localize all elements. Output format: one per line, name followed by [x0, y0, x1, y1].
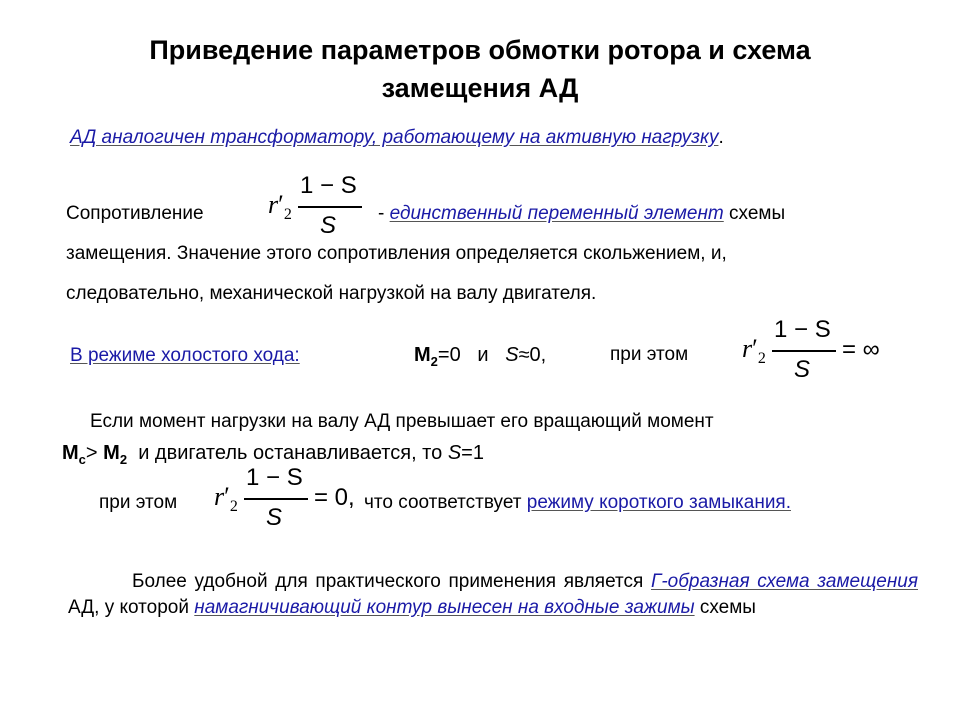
formula-idle-denominator: S — [794, 356, 811, 383]
formula-sc-result: = 0, — [314, 484, 355, 511]
formula-short-circuit — [214, 462, 364, 534]
resistance-line-2: замещения. Значение этого сопротивления определяется скольжением, и, — [66, 243, 727, 264]
formula-numerator: 1 − S — [300, 172, 357, 199]
idle-m: M — [414, 344, 431, 366]
formula-idle-numerator: 1 − S — [774, 316, 831, 343]
stall-line-3: что соответствует режиму короткого замыкания. — [364, 492, 791, 513]
resistance-label: Сопротивление — [66, 203, 204, 224]
formula-load-resistance — [268, 170, 378, 242]
fraction-bar — [298, 206, 362, 208]
page-title-line-1: Приведение параметров обмотки ротора и схема — [149, 35, 811, 65]
resistance-line-1 — [378, 202, 785, 226]
formula-idle-result: = ∞ — [842, 336, 880, 363]
intro-link[interactable]: АД аналогичен трансформатору, работающему на активную нагрузку — [70, 127, 719, 148]
resistance-rest: схемы — [729, 203, 786, 224]
magnetizing-circuit-link[interactable]: намагничивающий контур вынесен на входные зажимы — [194, 597, 695, 618]
formula-denominator: S — [320, 212, 337, 239]
formula-idle — [742, 314, 892, 386]
idle-conditions: $M_2=0$ и S≈0, — [414, 344, 547, 369]
page-title-line-2: замещения АД — [381, 73, 579, 103]
stall-line-1: Если момент нагрузки на валу АД превышает его вращающий момент — [90, 411, 714, 432]
idle-note: при этом — [610, 344, 689, 365]
formula-sc-numerator: 1 − S — [246, 464, 303, 491]
formula-r: $r'_2$ — [268, 190, 292, 223]
formula-sc-r: $r'_2$ — [214, 482, 238, 515]
formula-sc-denominator: S — [266, 504, 283, 531]
resistance-line-3: следовательно, механической нагрузкой на валу двигателя. — [66, 283, 597, 304]
resistance-dash: - — [378, 203, 385, 224]
idle-mode-link[interactable]: В режиме холостого хода: — [70, 345, 300, 366]
intro-period: . — [718, 127, 724, 148]
fraction-bar — [772, 350, 836, 352]
intro-line — [70, 126, 724, 150]
idle-and: и — [477, 344, 489, 366]
idle-m-sub: 2 — [430, 354, 438, 369]
stall-line-2: $M_c> M_2$ и двигатель останавливается, то S=1 — [62, 442, 484, 467]
final-paragraph: Более удобной для практического применения является Г-образная схема замещения АД, у которой намагничивающий контур вынесен на входные зажимы схемы — [68, 571, 918, 618]
g-scheme-link[interactable]: Г-образная схема замещения — [650, 571, 918, 592]
short-circuit-link[interactable]: режиму короткого замыкания. — [526, 492, 791, 513]
formula-idle-r: $r'_2$ — [742, 334, 766, 367]
stall-note: при этом — [99, 492, 178, 513]
fraction-bar — [244, 498, 308, 500]
idle-s: S — [505, 344, 519, 366]
variable-element-link[interactable]: единственный переменный элемент — [389, 203, 724, 224]
